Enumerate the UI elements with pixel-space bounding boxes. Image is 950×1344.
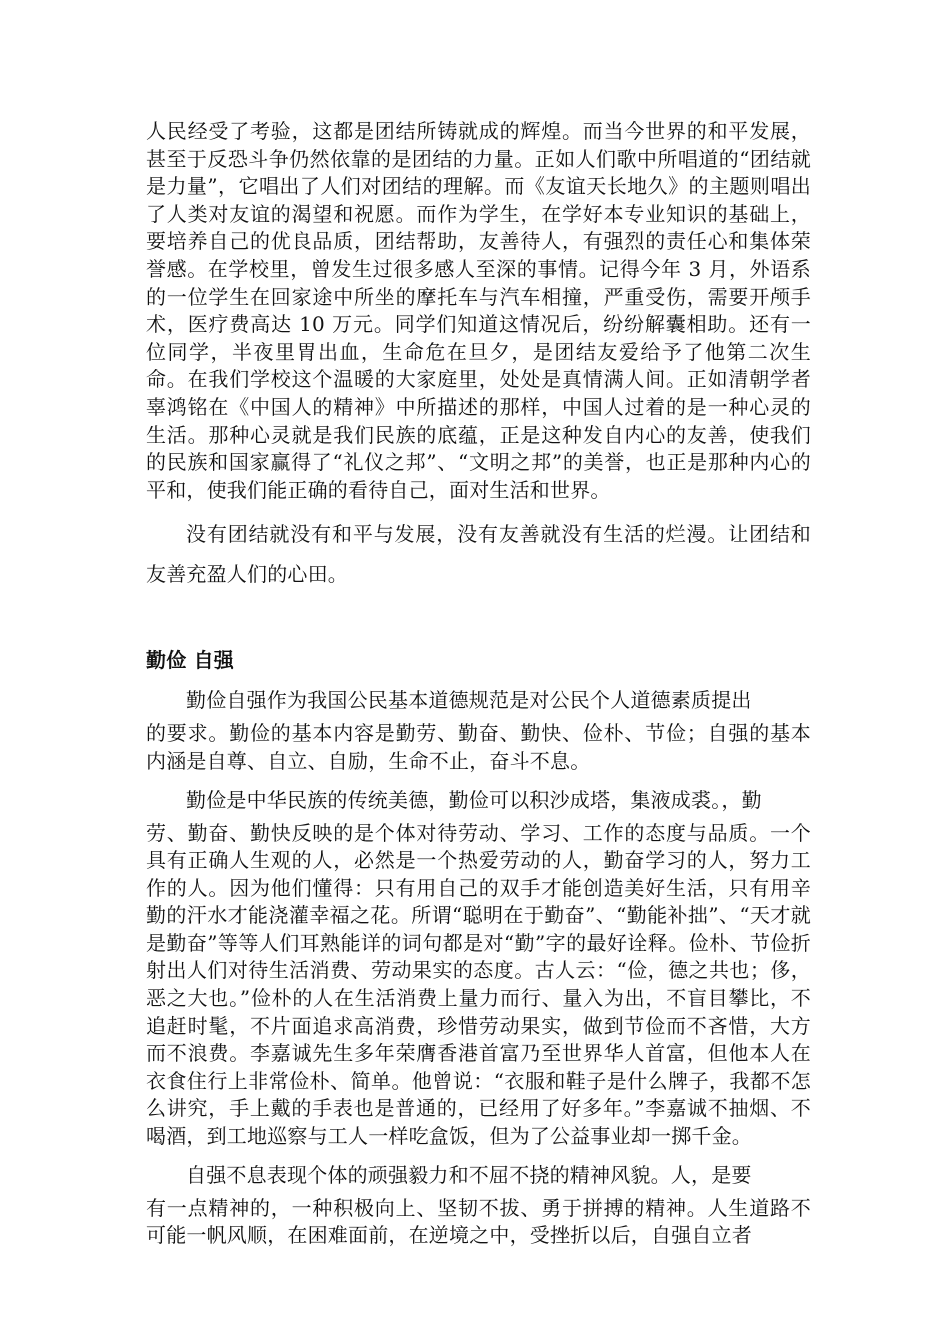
paragraph-rest: 劳、勤奋、勤快反映的是个体对待劳动、学习、工作的态度与品质。一个具有正确人生观的人，必然是一个热爱劳动的人，勤奋学习的人，努力工作的人。因为他们懂得：只有用自己的双手才能创造美好生活，只有用辛勤的汗水才能浇灌幸福之花。所谓“聪明在于勤奋”、“勤能补拙”、“天才就是勤奋”等等人们耳熟能详的词句都是对“勤”字的最好诠释。俭朴、节俭折射出人们对待生活消费、劳动果实的态度。古人云：“俭，德之共也；侈，恶之大也。”俭朴的人在生活消费上量力而行、量入为出，不盲目攀比，不追赶时髦，不片面追求高消费，珍惜劳动果实，做到节俭而不吝惜，大方而不浪费。李嘉诚先生多年荣膺香港首富乃至世界华人首富，但他本人在衣食住行上非常俭朴、简单。他曾说：“衣服和鞋子是什么牌子，我都不怎么讲究，手上戴的手表也是普通的，已经用了好多年。”李嘉诚不抽烟、不喝酒，到工地巡察与工人一样吃盒饭，但为了公益事业却一掷千金。 [146, 820, 811, 1149]
paragraph-diligence-intro [146, 680, 811, 775]
paragraph-first-line: 勤俭自强作为我国公民基本道德规范是对公民个人道德素质提出 [186, 688, 752, 713]
document-page [146, 118, 811, 1250]
paragraph-rest: 有一点精神的，一种积极向上、坚韧不拔、勇于拼搏的精神。人生道路不可能一帆风顺，在困难面前，在逆境之中，受挫折以后，自强自立者 [146, 1195, 811, 1248]
paragraph-diligence-virtue [146, 780, 811, 1151]
paragraph-unity-story: 人民经受了考验，这都是团结所铸就成的辉煌。而当今世界的和平发展，甚至于反恐斗争仍然依靠的是团结的力量。正如人们歌中所唱道的“团结就是力量”，它唱出了人们对团结的理解。而《友谊天长地久》的主题则唱出了人类对友谊的渴望和祝愿。而作为学生，在学好本专业知识的基础上，要培养自己的优良品质，团结帮助，友善待人，有强烈的责任心和集体荣誉感。在学校里，曾发生过很多感人至深的事情。记得今年 3 月，外语系的一位学生在回家途中所坐的摩托车与汽车相撞，严重受伤，需要开颅手术，医疗费高达 10 万元。同学们知道这情况后，纷纷解囊相助。还有一位同学，半夜里胃出血，生命危在旦夕，是团结友爱给予了他第二次生命。在我们学校这个温暖的大家庭里，处处是真情满人间。正如清朝学者辜鸿铭在《中国人的精神》中所描述的那样，中国人过着的是一种心灵的生活。那种心灵就是我们民族的底蕴，正是这种发自内心的友善，使我们的民族和国家赢得了“礼仪之邦”、“文明之邦”的美誉，也正是那种内心的平和，使我们能正确的看待自己，面对生活和世界。 [146, 119, 811, 502]
paragraph-unity-conclusion: 没有团结就没有和平与发展，没有友善就没有生活的烂漫。让团结和友善充盈人们的心田。 [146, 522, 811, 587]
paragraph-rest: 的要求。勤俭的基本内容是勤劳、勤奋、勤快、俭朴、节俭；自强的基本内涵是自尊、自立、自励，生命不止，奋斗不息。 [146, 721, 811, 773]
paragraph-first-line: 自强不息表现个体的顽强毅力和不屈不挠的精神风貌。人，是要 [186, 1162, 752, 1187]
paragraph-first-line: 勤俭是中华民族的传统美德，勤俭可以积沙成塔，集液成裘。，勤 [186, 787, 762, 812]
section-heading: 勤俭 自强 [146, 648, 234, 673]
paragraph-self-strength [146, 1155, 811, 1250]
